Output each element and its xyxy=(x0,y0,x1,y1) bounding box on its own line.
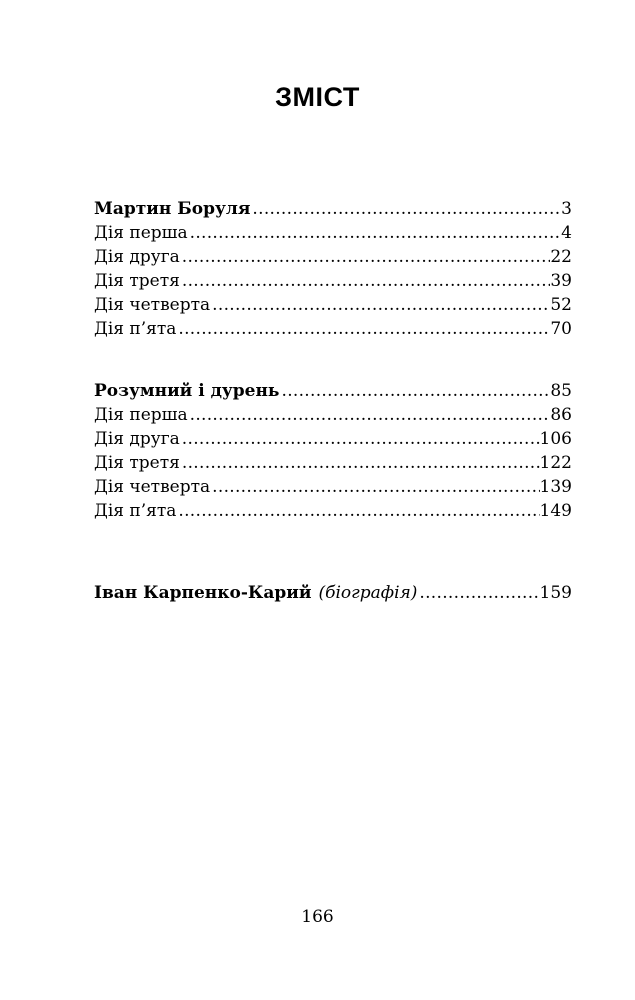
toc-biography-name: Іван Карпенко-Карий xyxy=(94,583,312,603)
toc-item-label: Дія перша xyxy=(94,223,188,243)
toc-item-label: Дія четверта xyxy=(94,477,211,497)
toc-page-number: 122 xyxy=(539,453,572,473)
toc-biography-note: (біографія) xyxy=(318,583,418,603)
toc-leader-dots xyxy=(417,581,539,605)
toc-page-number: 4 xyxy=(561,223,572,243)
toc-page-number: 106 xyxy=(539,429,572,449)
toc-leader-dots xyxy=(180,269,550,293)
toc-leader-dots xyxy=(176,499,539,523)
toc-page-number: 85 xyxy=(550,381,572,401)
toc-item xyxy=(94,221,572,245)
toc-item xyxy=(94,475,572,499)
toc-leader-dots xyxy=(180,245,551,269)
toc-item xyxy=(94,499,572,523)
page-title: ЗМІСТ xyxy=(275,82,360,112)
toc-leader-dots xyxy=(250,197,561,221)
toc-leader-dots xyxy=(210,475,539,499)
toc-page-number: 70 xyxy=(550,319,572,339)
toc-item xyxy=(94,427,572,451)
toc-page-number: 159 xyxy=(539,583,572,603)
toc-item-label: Дія друга xyxy=(94,429,180,449)
toc-page-number: 22 xyxy=(550,247,572,267)
toc-leader-dots xyxy=(180,451,540,475)
page-number: 166 xyxy=(301,907,334,927)
toc-item xyxy=(94,451,572,475)
toc-item xyxy=(94,269,572,293)
toc-item-label: Дія третя xyxy=(94,453,180,473)
toc-heading-rozumnyi-i-duren xyxy=(94,379,572,403)
toc-page-number: 52 xyxy=(550,295,572,315)
toc-leader-dots xyxy=(188,221,562,245)
toc-page-number: 149 xyxy=(539,501,572,521)
toc-item-label: Дія друга xyxy=(94,247,180,267)
toc-heading-martyn-borulia xyxy=(94,197,572,221)
toc-page-number: 39 xyxy=(550,271,572,291)
toc-item-label: Дія третя xyxy=(94,271,180,291)
toc-biography xyxy=(94,581,572,605)
toc-item-label: Дія четверта xyxy=(94,295,211,315)
toc-page-number: 86 xyxy=(550,405,572,425)
toc-page-number: 139 xyxy=(539,477,572,497)
toc-leader-dots xyxy=(176,317,550,341)
toc-item-label: Дія перша xyxy=(94,405,188,425)
toc-heading-label: Мартин Боруля xyxy=(94,199,251,219)
toc-item-label: Дія п’ята xyxy=(94,501,177,521)
toc-item xyxy=(94,317,572,341)
toc-item-label: Дія п’ята xyxy=(94,319,177,339)
toc-leader-dots xyxy=(188,403,551,427)
toc-page-number: 3 xyxy=(561,199,572,219)
toc-item xyxy=(94,293,572,317)
toc-item xyxy=(94,245,572,269)
toc-leader-dots xyxy=(279,379,550,403)
toc-leader-dots xyxy=(180,427,540,451)
toc-leader-dots xyxy=(210,293,550,317)
toc-heading-label: Розумний і дурень xyxy=(94,381,280,401)
toc-item xyxy=(94,403,572,427)
